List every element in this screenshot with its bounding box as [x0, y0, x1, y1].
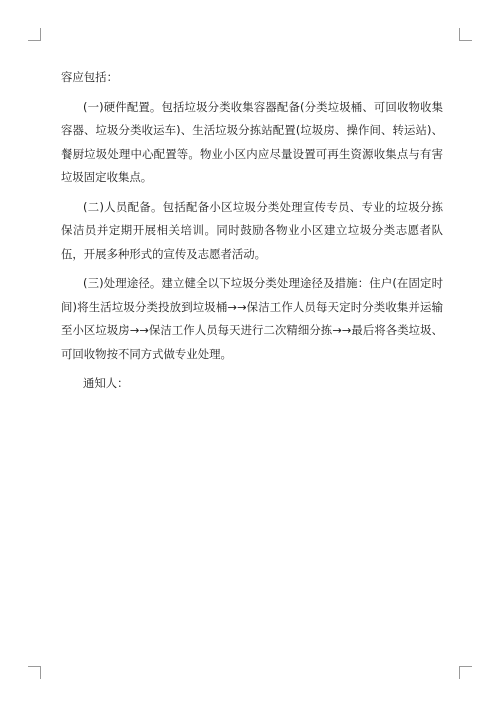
document-body	[61, 66, 443, 396]
crop-mark-bottom-right	[459, 666, 472, 679]
crop-mark-top-left	[28, 28, 41, 41]
intro-line: 容应包括：	[61, 70, 118, 84]
crop-mark-top-right	[459, 28, 472, 41]
paragraph-staffing: (二)人员配备。包括配备小区垃圾分类处理宣传专员、专业的垃圾分拣保洁员并定期开展相关培训。同时鼓励各物业小区建立垃圾分类志愿者队伍，开展多种形式的宣传及志愿者活动。	[61, 199, 443, 261]
crop-mark-bottom-left	[28, 666, 41, 679]
paragraph-process: (三)处理途径。建立健全以下垃圾分类处理途径及措施：住户(在固定时间)将生活垃圾分类投放到垃圾桶→→保洁工作人员每天定时分类收集并运输至小区垃圾房→→保洁工作人员每天进行二次精细分拣→→最后将各类垃圾、可回收物按不同方式做专业处理。	[61, 276, 443, 361]
paragraph-hardware: (一)硬件配置。包括垃圾分类收集容器配备(分类垃圾桶、可回收物收集容器、垃圾分类收运车)、生活垃圾分拣站配置(垃圾房、操作间、转运站)、餐厨垃圾处理中心配置等。物业小区内应尽量设置可再生资源收集点与有害垃圾固定收集点。	[61, 99, 443, 184]
notifier-label: 通知人：	[83, 376, 129, 390]
